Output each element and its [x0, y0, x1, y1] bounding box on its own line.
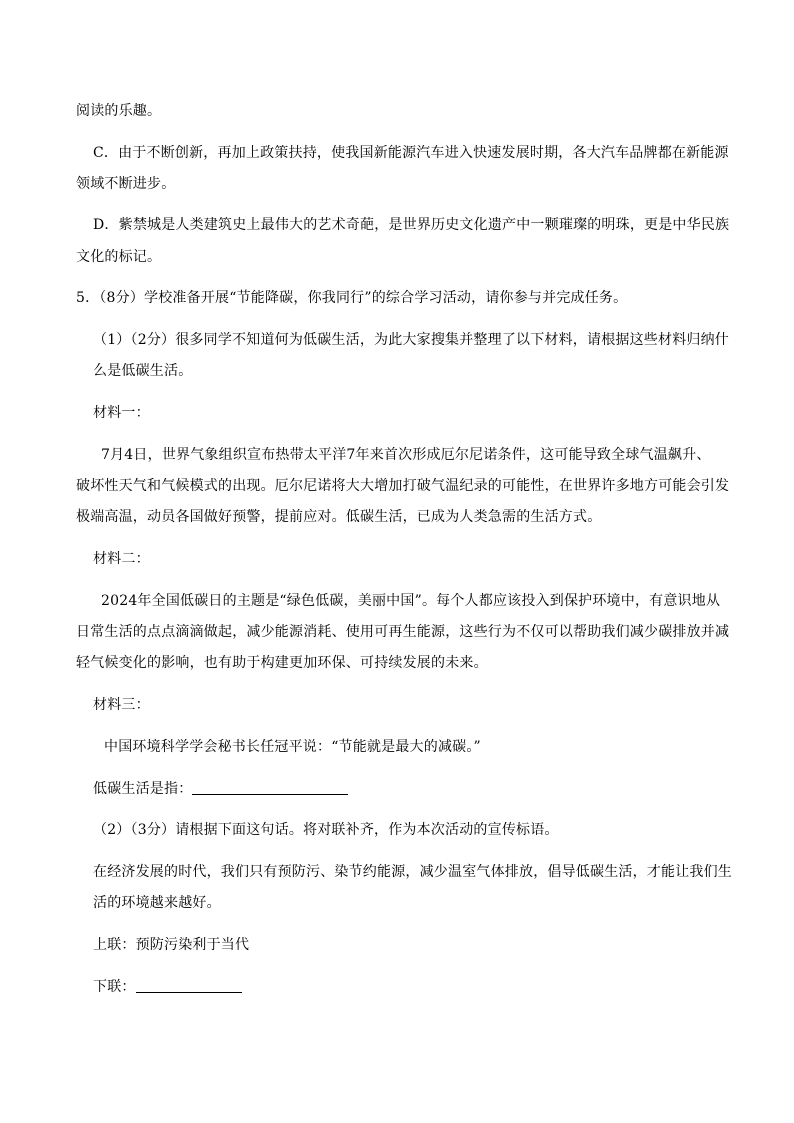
material-1-text: 极端高温，动员各国做好预警，提前应对。低碳生活，已成为人类急需的生活方式。 [76, 509, 602, 525]
answer-prompt-label: 低碳生活是指： [93, 781, 193, 797]
option-c-line: C．由于不断创新，再加上政策扶持，使我国新能源汽车进入快速发展时期，各大汽车品牌都在新能源 [93, 145, 729, 161]
material-3-label: 材料三： [93, 697, 150, 713]
prompt-sentence: 活的环境越来越好。 [93, 895, 221, 911]
option-d-line: D．紫禁城是人类建筑史上最伟大的艺术奇葩，是世界历史文化遗产中一颗璀璨的明珠，更是中华民族 [93, 217, 730, 233]
subquestion-2: （2）（3分）请根据下面这句话。将对联补齐，作为本次活动的宣传标语。 [93, 822, 559, 838]
couplet-lower-prompt [93, 977, 242, 997]
material-1-text: 7月4日，世界气象组织宣布热带太平洋7年来首次形成厄尔尼诺条件，这可能导致全球气温飙升、 [101, 447, 711, 463]
material-2-text: 日常生活的点点滴滴做起，减少能源消耗、使用可再生能源，这些行为不仅可以帮助我们减少碳排放并减 [76, 624, 730, 640]
text-line: 文化的标记。 [76, 249, 162, 265]
answer-blank-2[interactable] [136, 978, 242, 993]
prompt-sentence: 在经济发展的时代，我们只有预防污、染节约能源，减少温室气体排放，倡导低碳生活，才能让我们生 [93, 864, 732, 880]
couplet-upper: 上联：预防污染利于当代 [93, 937, 250, 953]
material-1-label: 材料一： [93, 405, 150, 421]
material-2-text: 轻气候变化的影响，也有助于构建更加环保、可持续发展的未来。 [76, 655, 488, 671]
answer-prompt-1 [93, 779, 348, 799]
material-1-text: 破坏性天气和气候模式的出现。厄尔尼诺将大大增加打破气温纪录的可能性，在世界许多地方可能会引发 [76, 478, 730, 494]
subquestion-1: （1）（2分）很多同学不知道何为低碳生活，为此大家搜集并整理了以下材料，请根据这些材料归纳什 [93, 332, 730, 348]
question-5-heading: 5．（8分）学校准备开展“节能降碳，你我同行”的综合学习活动，请你参与并完成任务。 [76, 290, 628, 306]
answer-blank-1[interactable] [192, 780, 348, 795]
text-line: 领域不断进步。 [76, 176, 176, 192]
material-3-text: 中国环境科学学会秘书长任冠平说：“节能就是最大的减碳。” [104, 739, 481, 755]
text-line: 阅读的乐趣。 [76, 103, 162, 119]
material-2-label: 材料二： [93, 551, 150, 567]
couplet-lower-label: 下联： [93, 979, 136, 995]
material-2-text: 2024年全国低碳日的主题是“绿色低碳，美丽中国”。每个人都应该投入到保护环境中，有意识地从 [101, 593, 721, 609]
text-line: 么是低碳生活。 [93, 363, 193, 379]
